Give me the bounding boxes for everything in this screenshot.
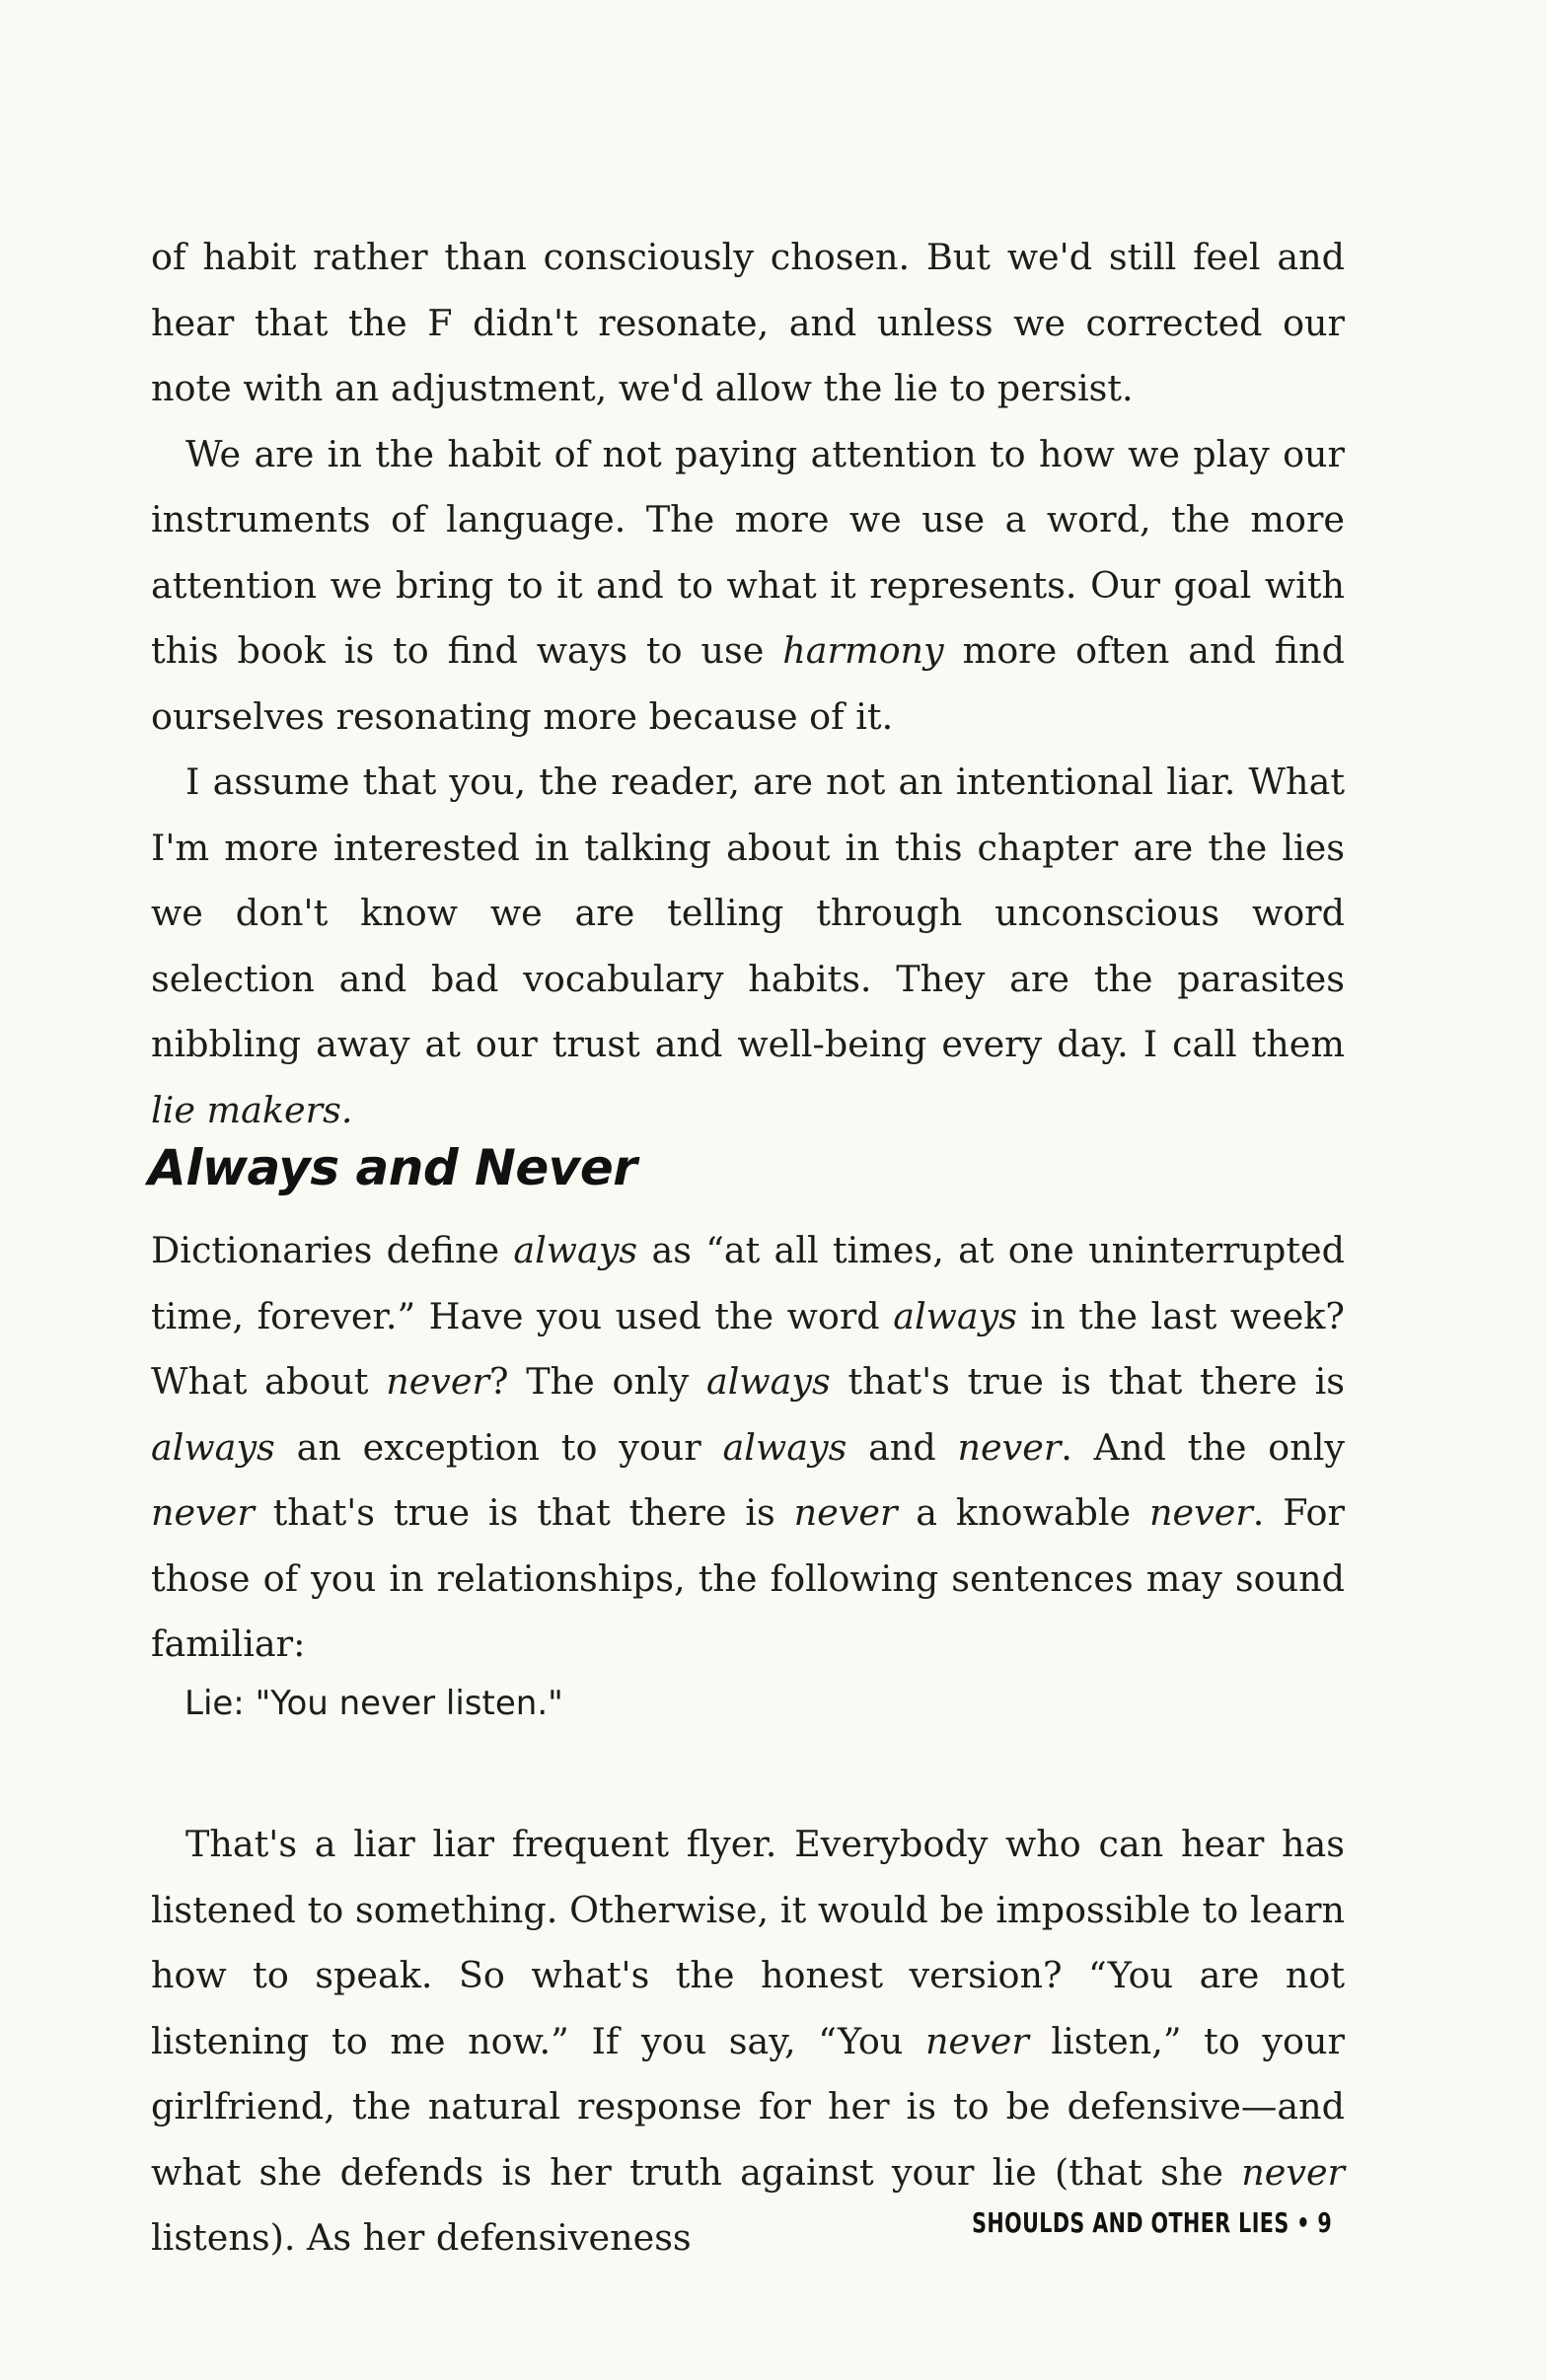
emphasis: harmony [782,629,944,672]
paragraph: Dictionaries define always as “at all times, at one uninterrupted time, forever.” Have you used the word always in the last week? What about never? The only always that's true is that there is always an exception to your always and never. And the only never that's true is that there is never a knowable never. For those of you in relationships, the following sentences may sound familiar: [151,1229,1346,1665]
emphasis: never [793,1491,898,1534]
emphasis: lie makers. [151,1088,353,1131]
text-block-definition [151,1218,1345,1678]
emphasis: always [513,1229,638,1271]
text-block-bottom [151,1812,1345,2272]
emphasis: always [893,1294,1017,1337]
emphasis: never [386,1360,489,1403]
paragraph: That's a liar liar frequent flyer. Everybody who can hear has listened to something. Otherwise, it would be impossible to learn how to speak. So what's the honest version? “You are not listening to me now.” If you say, “You never listen,” to your girlfriend, the natural response for her is to be defensive—and what she defends is her truth against your lie (that she never listens). As her defensiveness [151,1823,1345,2259]
running-footer: SHOULDS AND OTHER LIES • 9 [971,2206,1332,2239]
lie-example: Lie: "You never listen." [184,1684,563,1723]
emphasis: always [151,1425,275,1469]
emphasis: never [957,1425,1062,1469]
paragraph: We are in the habit of not paying attention to how we play our instruments of language. The more we use a word, the more attention we bring to it and to what it represents. Our goal with this book is to find ways to use harmony more often and find ourselves resonating more because of it. [151,432,1345,738]
emphasis: never [924,2019,1029,2062]
emphasis: never [1148,1491,1253,1534]
emphasis: never [151,1491,255,1534]
paragraph: I assume that you, the reader, are not an intentional liar. What I'm more interested in talking about in this chapter are the lies we don't know we are telling through unconscious word selection and bad vocabulary habits. They are the parasites nibbling away at our trust and well-being every day. I call them lie makers. [151,760,1345,1131]
emphasis: never [1241,2150,1345,2194]
emphasis: always [722,1425,847,1469]
paragraph: of habit rather than consciously chosen. But we'd still feel and hear that the F didn't resonate, and unless we corrected our note with an adjustment, we'd allow the lie to persist. [151,236,1345,409]
emphasis: always [705,1360,831,1403]
text-block-top [151,225,1345,1143]
section-heading: Always and Never [148,1139,637,1196]
